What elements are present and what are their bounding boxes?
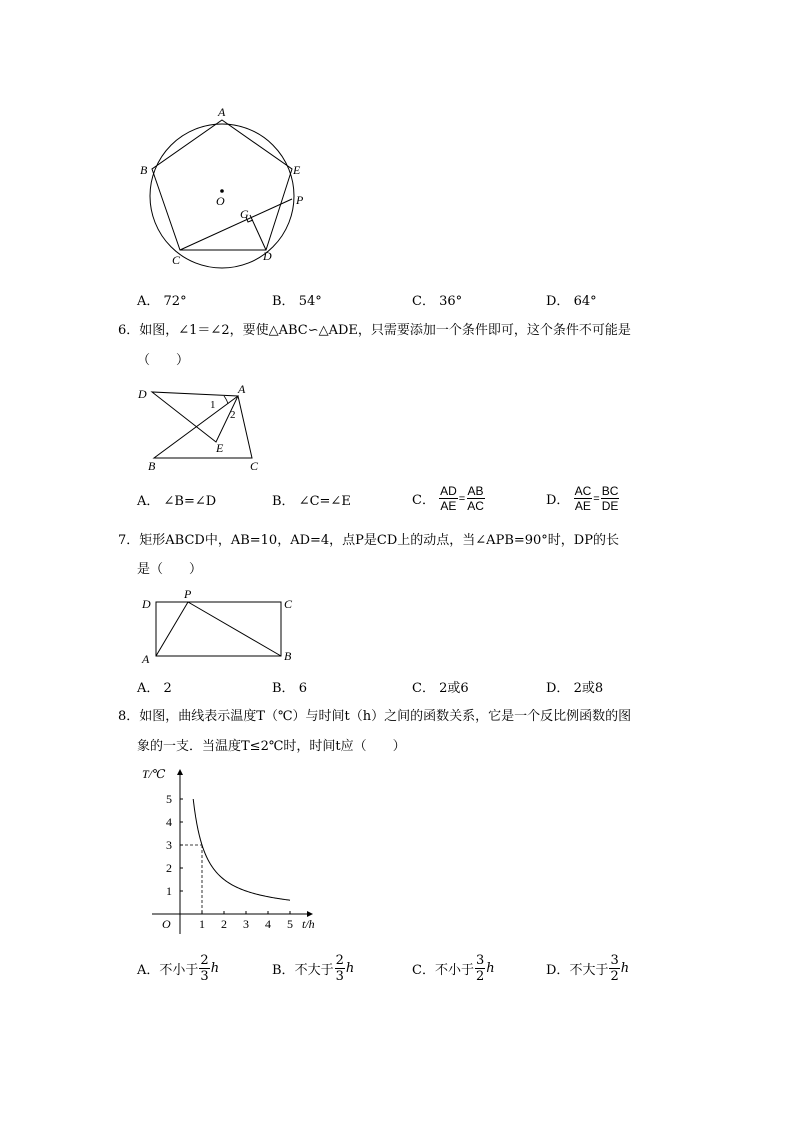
label-e: E [216,441,224,455]
center-dot [220,189,224,193]
y-tick-label: 3 [166,838,172,852]
q7-stem-line1: 7．矩形ABCD中，AB=10，AD=4，点P是CD上的动点，当∠APB=90°时，DP的长 [118,533,619,548]
y-axis-label: T/℃ [142,767,166,781]
q6-stem-line1: 6．如图，∠1＝∠2，要使△ABC∽△ADE，只需要添加一个条件即可，这个条件不可能是 [118,323,631,338]
inverse-proportion-curve [193,799,290,900]
q8-stem-line2: 象的一支．当温度T≤2℃时，时间t应（ ） [137,739,406,754]
label-o: O [216,194,225,208]
x-tick-label: 2 [221,917,227,931]
x-axis-label: t/h [302,917,315,931]
q7-option-c: C． 2或6 [412,681,469,696]
triangle-ade [152,392,238,442]
q5-option-a: A． 72° [137,294,187,309]
q6-option-c: C． $\frac{AD}{AE}$ = $\frac{AB}{AC}$ [412,484,484,513]
label-b: B [284,649,292,663]
label-c: C [284,597,293,611]
rectangle-abcd [156,602,281,656]
y-tick-label: 2 [166,861,172,875]
y-tick-label: 5 [166,792,172,806]
q8-option-a: A．不小于 $\frac{2}{3}$ h [137,953,220,984]
q7-figure [138,586,303,666]
q7-option-b: B． 6 [272,681,307,696]
fraction-2-3: $\frac{2}{3}$ [335,953,344,984]
q5-figure [136,102,316,272]
q5-option-d: D． 64° [546,294,597,309]
label-d: D [142,597,151,611]
q6-option-b: B． ∠C=∠E [272,494,351,509]
q8-option-c: C．不小于 $\frac{3}{2}$ h [412,953,495,984]
angle-arc-1 [224,396,228,404]
label-a: A [218,105,226,119]
q5-option-b: B． 54° [272,294,322,309]
q6-figure [134,380,264,475]
label-angle-1: 1 [210,399,216,411]
q8-option-d: D．不大于 $\frac{3}{2}$ h [546,953,630,984]
label-b: B [140,163,148,177]
fraction-3-2: $\frac{3}{2}$ [475,953,485,984]
origin-label: O [162,917,171,931]
q8-chart [140,762,330,942]
label-d: D [263,249,272,263]
segments-ap-pb [156,602,281,656]
fraction-ac-ae: $\frac{AC}{AE}$ [574,484,592,513]
label-c: C [172,253,181,267]
label-p: P [184,587,192,601]
fraction-ad-ae: $\frac{AD}{AE}$ [440,484,457,513]
q6-stem-line2: （ ） [137,353,190,368]
label-a: A [142,652,150,666]
x-tick-label: 5 [287,917,293,931]
fraction-2-3: $\frac{2}{3}$ [200,953,209,984]
x-tick-label: 3 [243,917,249,931]
fraction-ab-ac: $\frac{AB}{AC}$ [467,484,484,513]
label-g: G [240,207,249,221]
label-c: C [250,459,259,473]
q5-option-c: C． 36° [412,294,463,309]
label-p: P [296,193,304,207]
q6-option-a: A． ∠B=∠D [137,494,217,509]
q6-option-d: D． $\frac{AC}{AE}$ = $\frac{BC}{DE}$ [546,484,619,513]
fraction-3-2: $\frac{3}{2}$ [610,953,619,984]
q8-option-b: B．不大于 $\frac{2}{3}$ h [272,953,355,984]
label-d: D [138,387,147,401]
q7-option-a: A． 2 [137,681,172,696]
x-tick-label: 1 [199,917,205,931]
q7-option-d: D． 2或8 [546,681,604,696]
x-tick-label: 4 [265,917,271,931]
q8-stem-line1: 8．如图，曲线表示温度T（℃）与时间t（h）之间的函数关系，它是一个反比例函数的图 [118,709,632,724]
fraction-bc-de: $\frac{BC}{DE}$ [601,484,619,513]
label-a: A [238,382,246,396]
label-angle-2: 2 [230,409,236,421]
q7-stem-line2: 是（ ） [137,562,203,577]
y-tick-label: 1 [166,884,172,898]
label-b: B [148,459,156,473]
label-e: E [293,163,301,177]
y-tick-label: 4 [166,815,172,829]
segment-cp [180,199,292,250]
